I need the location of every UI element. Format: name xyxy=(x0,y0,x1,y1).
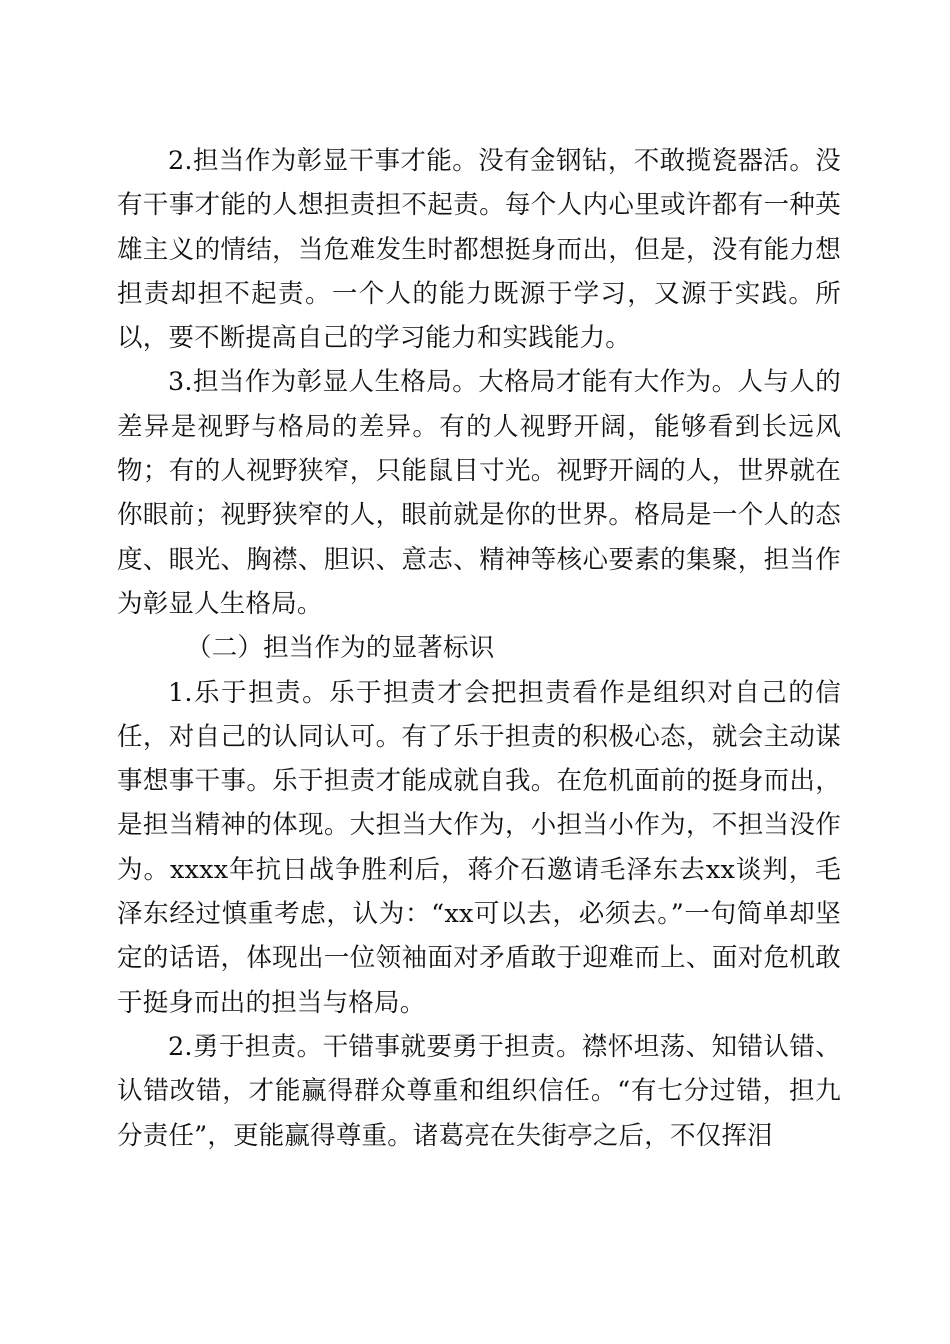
paragraph-vision: 3.担当作为彰显人生格局。大格局才能有大作为。人与人的差异是视野与格局的差异。有的人视野开阔，能够看到长远风物；有的人视野狭窄，只能鼠目寸光。视野开阔的人，世界就在你眼前；视野狭窄的人，眼前就是你的世界。格局是一个人的态度、眼光、胸襟、胆识、意志、精神等核心要素的集聚，担当作为彰显人生格局。 xyxy=(117,367,841,619)
paragraph-brave-responsibility: 2.勇于担责。干错事就要勇于担责。襟怀坦荡、知错认错、认错改错，才能赢得群众尊重和组织信任。“有七分过错，担九分责任”，更能赢得尊重。诸葛亮在失街亭之后，不仅挥泪 xyxy=(117,1031,841,1151)
paragraph-willing-responsibility: 1.乐于担责。乐于担责才会把担责看作是组织对自己的信任，对自己的认同认可。有了乐于担责的积极心态，就会主动谋事想事干事。乐于担责才能成就自我。在危机面前的挺身而出，是担当精神的体现。大担当大作为，小担当小作为，不担当没作为。xxxx年抗日战争胜利后，蒋介石邀请毛泽东去xx谈判，毛泽东经过慎重考虑，认为：“xx可以去，必须去。”一句简单却坚定的话语，体现出一位领袖面对矛盾敢于迎难而上、面对危机敢于挺身而出的担当与格局。 xyxy=(117,677,841,1018)
document-page xyxy=(117,139,841,1158)
section-heading: （二）担当作为的显著标识 xyxy=(186,633,495,664)
paragraph-talent: 2.担当作为彰显干事才能。没有金钢钻，不敢揽瓷器活。没有干事才能的人想担责担不起责。每个人内心里或许都有一种英雄主义的情结，当危难发生时都想挺身而出，但是，没有能力想担责却担不起责。一个人的能力既源于学习，又源于实践。所以，要不断提高自己的学习能力和实践能力。 xyxy=(117,146,841,354)
